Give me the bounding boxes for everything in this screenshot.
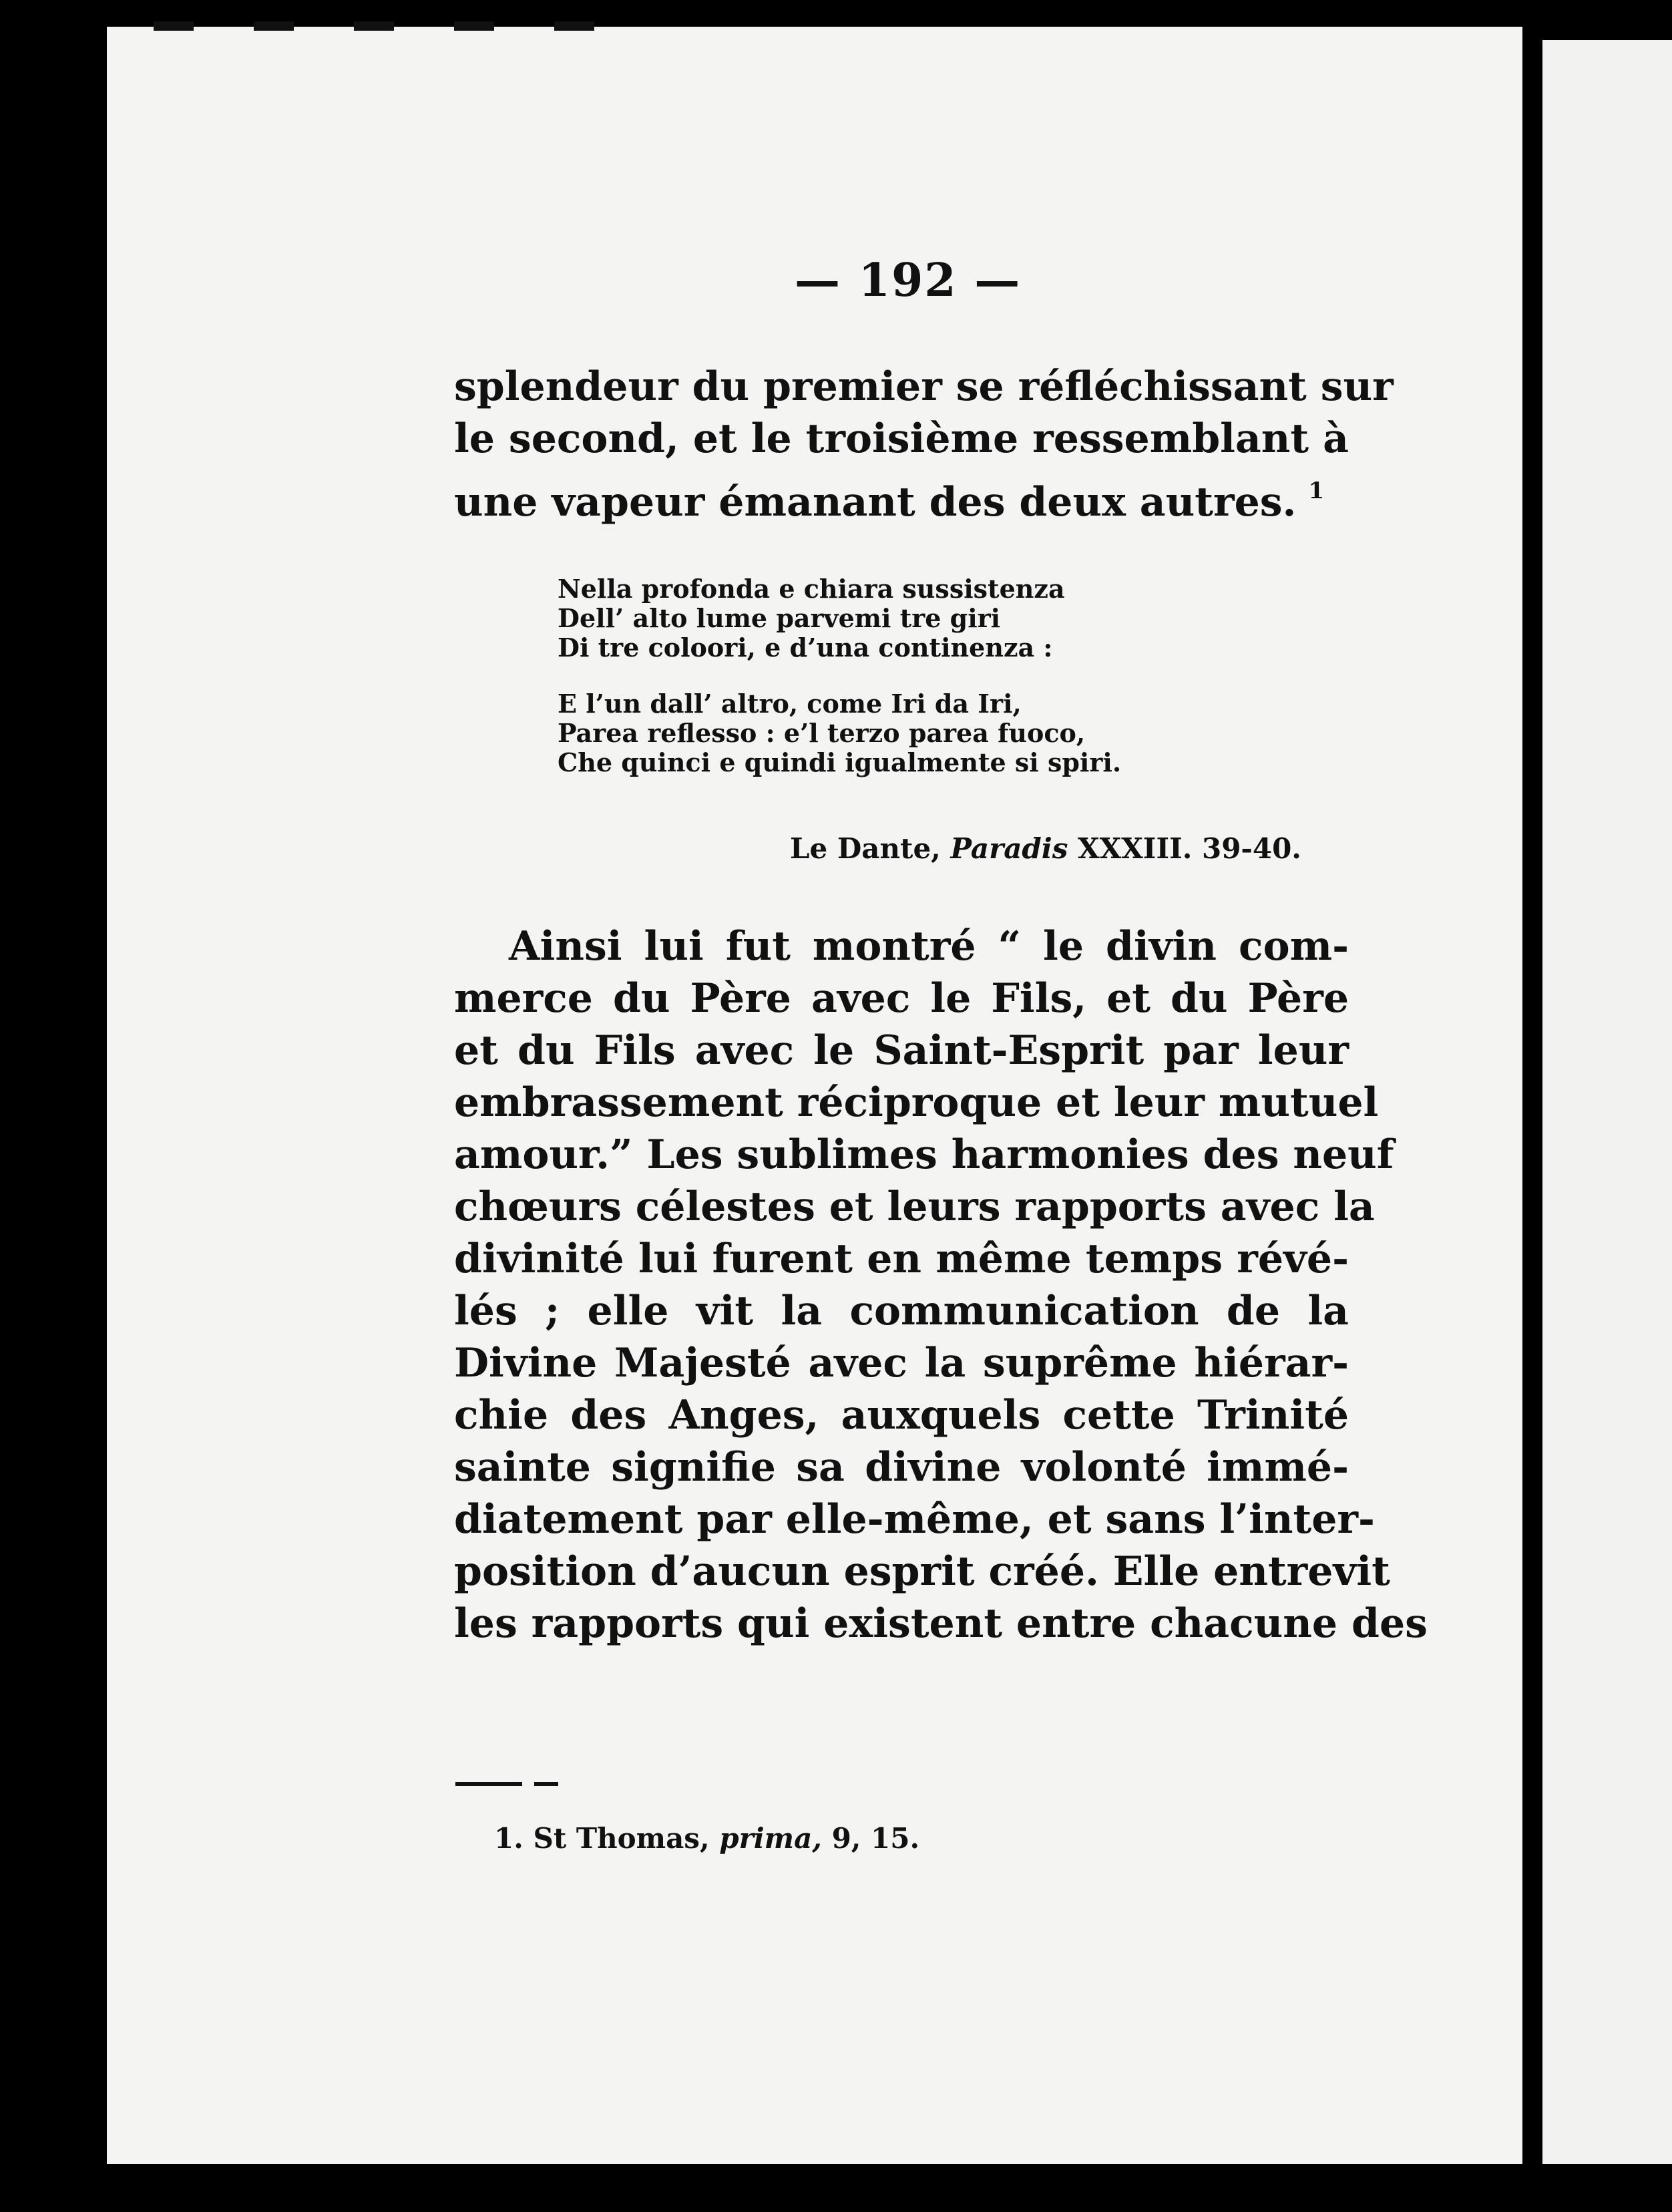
text-line: merce du Père avec le Fils, et du Père [454, 975, 1349, 1022]
poem-line: Parea reflesso : e’l terzo parea fuoco, [558, 718, 1086, 748]
text-line: embrassement réciproque et leur mutuel [454, 1079, 1379, 1126]
footnote-mark: 1 [1308, 478, 1325, 504]
footnote-work: prima, [719, 1822, 822, 1855]
poem-stanza-2 [558, 689, 1121, 777]
footnote-rule [534, 1782, 558, 1786]
attribution-reference: XXXIII. 39-40. [1078, 832, 1301, 865]
text-line: le second, et le troisième ressemblant à [454, 415, 1349, 462]
text-line: Divine Majesté avec la suprême hiérar- [454, 1340, 1349, 1387]
body-text [454, 361, 1394, 528]
poem-line: E l’un dall’ altro, come Iri da Iri, [558, 689, 1022, 719]
attribution-author: Le Dante, [790, 832, 941, 865]
text-line: lés ; elle vit la communication de la [454, 1288, 1349, 1334]
page-number: — 192 — [795, 254, 1022, 307]
text-line: sainte signifie sa divine volonté immé- [454, 1444, 1349, 1491]
text-line [454, 465, 1349, 528]
adjacent-page [1542, 40, 1672, 2164]
text-line-content: une vapeur émanant des deux autres. [454, 479, 1297, 526]
poem-stanza-1 [558, 574, 1121, 663]
text-line: chie des Anges, auxquels cette Trinité [454, 1392, 1349, 1439]
footnote [494, 1822, 919, 1855]
text-line: les rapports qui existent entre chacune des [454, 1600, 1428, 1647]
paragraph-1 [454, 361, 1394, 528]
footnote-source: St Thomas, [533, 1822, 710, 1855]
paragraph-2 [454, 920, 1428, 1650]
text-line: amour.” Les sublimes harmonies des neuf [454, 1131, 1394, 1178]
poem-line: Che quinci e quindi igualmente si spiri. [558, 747, 1122, 777]
text-line: position d’aucun esprit créé. Elle entrevit [454, 1548, 1390, 1595]
footnote-number: 1. [494, 1822, 524, 1855]
footnote-rule [455, 1782, 522, 1786]
text-line: diatement par elle-même, et sans l’inter- [454, 1496, 1375, 1543]
scan-artifact [154, 21, 621, 31]
text-line: splendeur du premier se réfléchissant sur [454, 363, 1394, 410]
poem-line: Dell’ alto lume parvemi tre giri [558, 603, 1001, 633]
poem-line: Di tre coloori, e d’una continenza : [558, 632, 1053, 663]
footnote-reference: 9, 15. [831, 1822, 920, 1855]
text-line: chœurs célestes et leurs rapports avec la [454, 1183, 1375, 1230]
text-line: divinité lui furent en même temps révé- [454, 1236, 1349, 1282]
text-line: et du Fils avec le Saint-Esprit par leur [454, 1027, 1349, 1074]
attribution-work: Paradis [950, 832, 1068, 865]
poem-line: Nella profonda e chiara sussistenza [558, 574, 1065, 604]
quote-attribution [790, 832, 1301, 865]
poem-quote [558, 574, 1121, 777]
text-line: Ainsi lui fut montré “ le divin com- [509, 923, 1349, 970]
